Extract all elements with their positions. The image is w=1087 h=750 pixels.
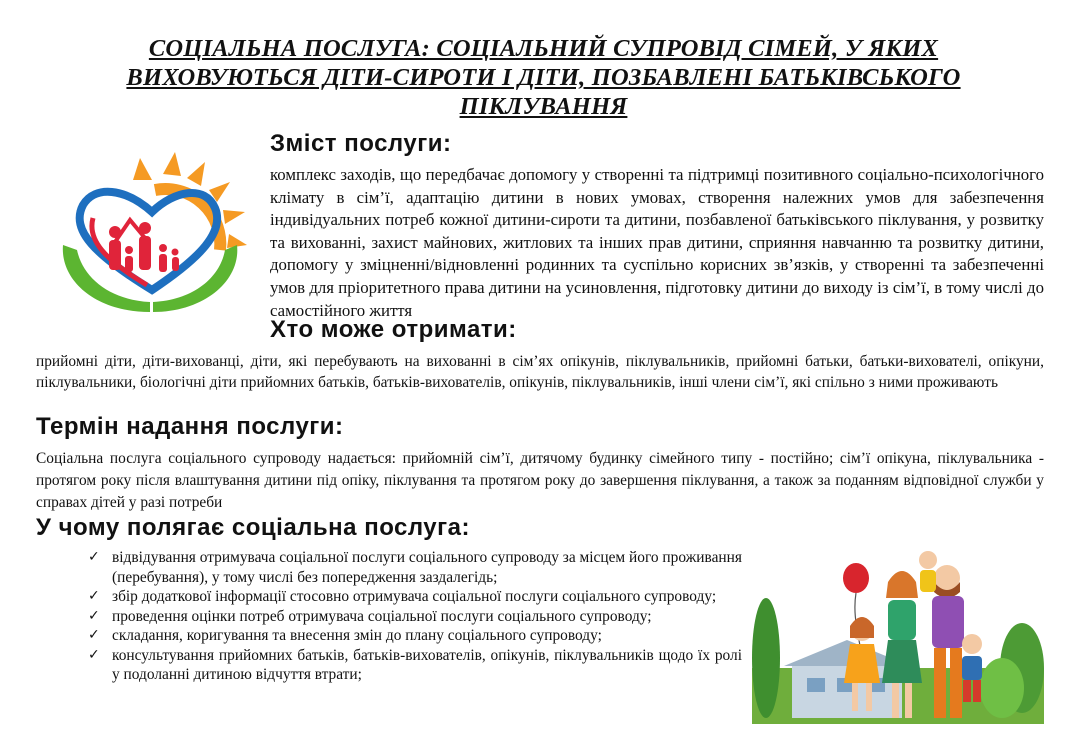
list-item: ✓ проведення оцінки потреб отримувача соціальної послуги соціального супроводу; xyxy=(88,607,652,625)
content-heading: Зміст послуги: xyxy=(270,130,452,157)
list-item: ✓ відвідування отримувача соціальної послуги соціального супроводу за місцем його проживання (перебування), у тому числі без попередження заздалегідь; xyxy=(88,549,742,586)
list-item: ✓ збір додаткової інформації стосовно отримувача соціальної послуги соціального супроводу; xyxy=(88,588,717,605)
who-heading: Хто може отримати: xyxy=(270,316,517,343)
family-with-balloon-illustration xyxy=(752,548,1044,724)
who-text: прийомні діти, діти-вихованці, діти, які перебувають на вихованні в сім’ях опікунів, піклувальників, прийомні батьки, батьки-вихователі, опікуни, піклувальники, біологічні діти прийомних батьків, батьків-вихователів, опікунів, піклувальників, інші члени сім’ї, які спільно з ними проживають xyxy=(36,353,1044,391)
content-text: комплекс заходів, що передбачає допомогу у створенні та підтримці позитивного соціально-психологічного клімату в сім’ї, адаптацію дитини в нових умовах, створення належних умов для забезпечення індивідуальних потреб кожної дитини-сироти та дитини, позбавленої батьківського піклування, у розвитку та вихованні, захист майнових, житлових та інших прав дитини, сприяння навчанню та розвитку дитини, допомогу у зміцненні/відновленні родинних та суспільно корисних зв’язків, у створенні та забезпеченні умов для пріоритетного права дитини на усиновлення, підготовку дитини до виходу із сім’ї, в тому числі до самостійного життя xyxy=(270,165,1044,320)
list-item: ✓ консультування прийомних батьків, батьків-вихователів, опікунів, піклувальників щодо їх ролі у подоланні дитиною відчуття втрати; xyxy=(88,646,742,683)
checkmark-icon: ✓ xyxy=(88,588,100,604)
checkmark-icon: ✓ xyxy=(88,607,100,624)
family-figures-icon xyxy=(109,220,179,272)
child-on-shoulders-figure xyxy=(919,551,937,592)
checkmark-icon: ✓ xyxy=(88,549,100,565)
checkmark-icon: ✓ xyxy=(88,627,100,643)
term-text: Соціальна послуга соціального супроводу надається: прийомній сім’ї, дитячому будинку сімейного типу - постійно; сім’ї опікуна, піклувальника - протягом року після влаштування дитини під опіку, піклування та протягом року до завершення піклування, а також за поданням відповідної служби у справах дітей у разі потреби xyxy=(36,450,1044,511)
term-heading: Термін надання послуги: xyxy=(36,413,344,440)
service-list xyxy=(88,548,742,685)
page-title: СОЦІАЛЬНА ПОСЛУГА: СОЦІАЛЬНИЙ СУПРОВІД СІМЕЙ, У ЯКИХ ВИХОВУЮТЬСЯ ДІТИ-СИРОТИ І ДІТИ, ПОЗБАВЛЕНІ БАТЬКІВСЬКОГО ПІКЛУВАННЯ xyxy=(126,35,961,121)
what-heading: У чому полягає соціальна послуга: xyxy=(36,514,470,541)
family-heart-hands-sun-logo xyxy=(55,150,250,320)
checkmark-icon: ✓ xyxy=(88,646,100,663)
list-item: ✓ складання, коригування та внесення змін до плану соціального супроводу; xyxy=(88,627,602,644)
sun-icon xyxy=(133,152,247,250)
